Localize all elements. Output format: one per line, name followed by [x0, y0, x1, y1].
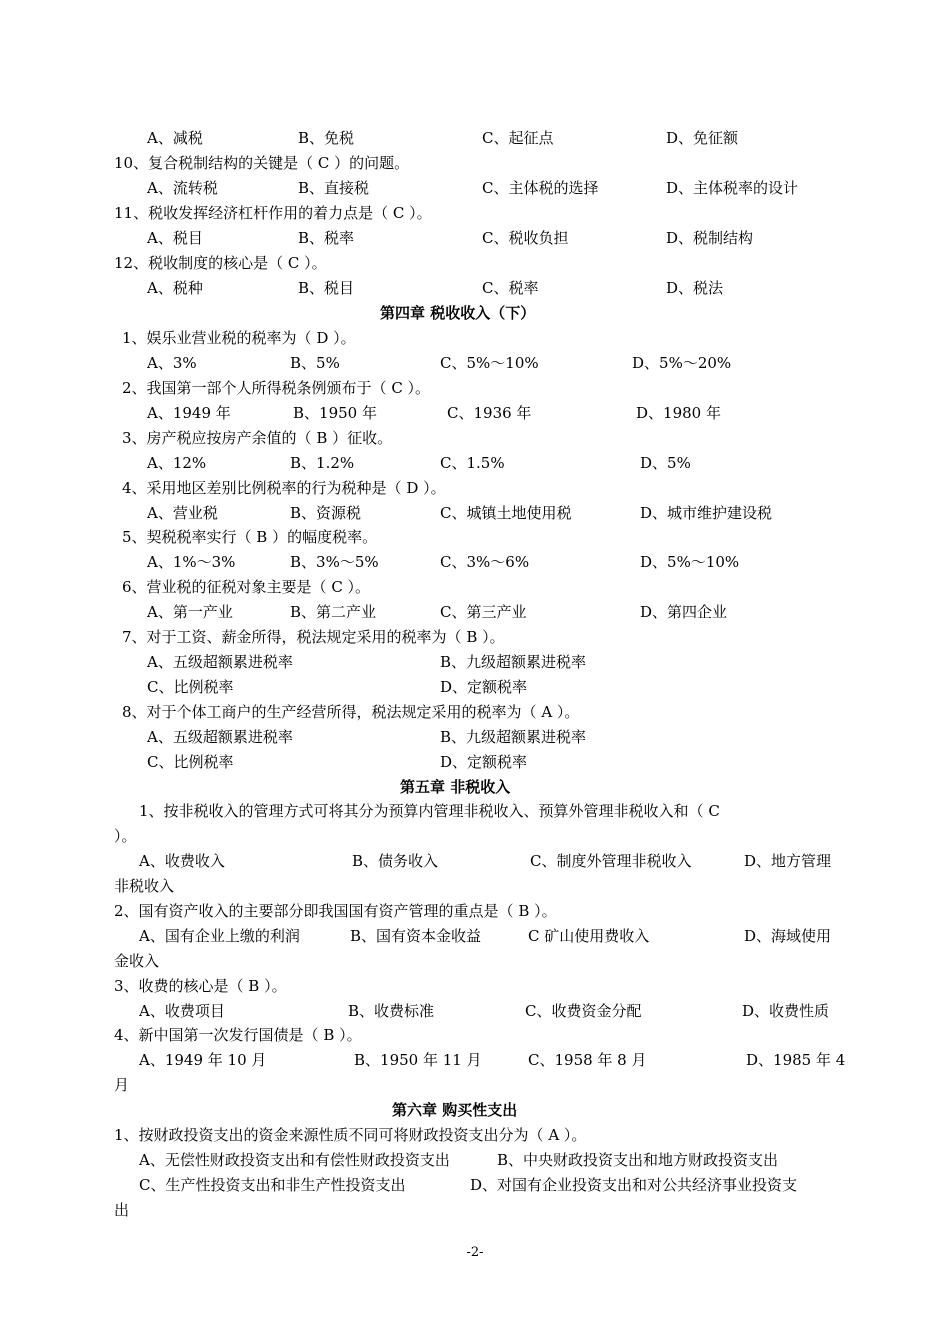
- option-a: A、收费项目: [139, 1002, 225, 1020]
- option-d: D、地方管理: [744, 852, 832, 870]
- option-c: C、生产性投资支出和非生产性投资支出: [139, 1176, 406, 1194]
- option-a: A、3%: [147, 354, 197, 372]
- ch5-question-1-line1: 1、按非税收入的管理方式可将其分为预算内管理非税收入、预算外管理非税收入和（ C: [139, 802, 720, 820]
- option-d: D、1985 年 4: [746, 1051, 846, 1069]
- ch4-question-6: 6、营业税的征税对象主要是（ C ）。: [122, 578, 371, 596]
- option-d: D、第四企业: [640, 603, 728, 621]
- option-c: C、收费资金分配: [525, 1002, 642, 1020]
- option-c: C、起征点: [482, 129, 554, 147]
- ch5-question-2: 2、国有资产收入的主要部分即我国国有资产管理的重点是（ B ）。: [114, 902, 557, 920]
- option-b: B、直接税: [298, 179, 370, 197]
- option-a: A、税目: [147, 229, 203, 247]
- ch4-question-7: 7、对于工资、薪金所得，税法规定采用的税率为（ B ）。: [122, 628, 505, 646]
- option-b: B、免税: [298, 129, 355, 147]
- option-b: B、债务收入: [352, 852, 439, 870]
- option-b: B、3%～5%: [290, 553, 379, 571]
- question-12: 12、税收制度的核心是（ C ）。: [114, 254, 327, 272]
- ch4-question-4: 4、采用地区差别比例税率的行为税种是（ D ）。: [122, 479, 446, 497]
- option-d: D、海域使用: [744, 927, 832, 945]
- option-d: D、城市维护建设税: [640, 504, 773, 522]
- option-c: C、比例税率: [147, 753, 234, 771]
- option-d-continuation: 金收入: [114, 952, 160, 970]
- option-d: D、5%～10%: [640, 553, 740, 571]
- option-b: B、1950 年: [293, 404, 377, 422]
- option-d: D、免征额: [666, 129, 739, 147]
- option-b: B、1950 年 11 月: [354, 1051, 482, 1069]
- option-c: C、制度外管理非税收入: [530, 852, 692, 870]
- option-d: D、定额税率: [440, 678, 528, 696]
- option-a: A、五级超额累进税率: [147, 728, 293, 746]
- ch4-question-1: 1、娱乐业营业税的税率为（ D ）。: [122, 329, 356, 347]
- option-c: C、5%～10%: [440, 354, 539, 372]
- option-d: D、5%: [640, 454, 691, 472]
- option-c: C、税率: [482, 279, 539, 297]
- option-c: C、税收负担: [482, 229, 569, 247]
- option-a: A、1949 年 10 月: [139, 1051, 267, 1069]
- option-c: C、第三产业: [440, 603, 527, 621]
- question-10: 10、复合税制结构的关键是（ C ）的问题。: [114, 154, 410, 172]
- option-d: D、税制结构: [666, 229, 754, 247]
- option-c: C、主体税的选择: [482, 179, 599, 197]
- ch5-question-4: 4、新中国第一次发行国债是（ B ）。: [114, 1026, 362, 1044]
- option-a: A、营业税: [147, 504, 218, 522]
- ch4-question-2: 2、我国第一部个人所得税条例颁布于（ C ）。: [122, 379, 431, 397]
- option-b: B、1.2%: [290, 454, 355, 472]
- option-d-continuation: 月: [114, 1076, 130, 1094]
- option-d: D、主体税率的设计: [666, 179, 799, 197]
- option-c: C、1936 年: [447, 404, 532, 422]
- option-a: A、第一产业: [147, 603, 233, 621]
- option-b: B、税目: [298, 279, 355, 297]
- option-c: C、3%～6%: [440, 553, 530, 571]
- chapter-6-title: 第六章 购买性支出: [392, 1101, 518, 1119]
- option-d: D、收费性质: [742, 1002, 830, 1020]
- option-b: B、国有资本金收益: [350, 927, 482, 945]
- question-11: 11、税收发挥经济杠杆作用的着力点是（ C ）。: [114, 204, 432, 222]
- option-a: A、税种: [147, 279, 203, 297]
- ch6-question-1: 1、按财政投资支出的资金来源性质不同可将财政投资支出分为（ A ）。: [114, 1126, 587, 1144]
- option-c: C 矿山使用费收入: [528, 927, 650, 945]
- ch4-question-8: 8、对于个体工商户的生产经营所得，税法规定采用的税率为（ A ）。: [122, 703, 580, 721]
- option-d: D、对国有企业投资支出和对公共经济事业投资支: [470, 1176, 798, 1194]
- option-c: C、比例税率: [147, 678, 234, 696]
- option-b: B、收费标准: [348, 1002, 435, 1020]
- option-b: B、中央财政投资支出和地方财政投资支出: [497, 1151, 779, 1169]
- option-d-continuation: 出: [114, 1201, 130, 1219]
- option-b: B、税率: [298, 229, 355, 247]
- option-b: B、九级超额累进税率: [440, 653, 587, 671]
- ch5-question-1-line2: ）。: [114, 827, 137, 845]
- chapter-5-title: 第五章 非税收入: [400, 778, 511, 796]
- ch4-question-3: 3、房产税应按房产余值的（ B ）征收。: [122, 429, 393, 447]
- option-a: A、国有企业上缴的利润: [139, 927, 300, 945]
- option-b: B、资源税: [290, 504, 362, 522]
- option-b: B、第二产业: [290, 603, 377, 621]
- option-c: C、城镇土地使用税: [440, 504, 572, 522]
- chapter-4-title: 第四章 税收收入（下）: [380, 304, 536, 322]
- option-d: D、1980 年: [636, 404, 721, 422]
- option-a: A、流转税: [147, 179, 218, 197]
- option-a: A、12%: [147, 454, 207, 472]
- option-a: A、五级超额累进税率: [147, 653, 293, 671]
- page-number: -2-: [466, 1245, 484, 1260]
- ch4-question-5: 5、契税税率实行（ B ）的幅度税率。: [122, 528, 378, 546]
- option-a: A、收费收入: [139, 852, 225, 870]
- option-d: D、税法: [666, 279, 724, 297]
- ch5-question-3: 3、收费的核心是（ B ）。: [114, 977, 287, 995]
- option-d-continuation: 非税收入: [114, 877, 175, 895]
- option-c: C、1.5%: [440, 454, 505, 472]
- option-a: A、无偿性财政投资支出和有偿性财政投资支出: [139, 1151, 450, 1169]
- option-b: B、九级超额累进税率: [440, 728, 587, 746]
- option-a: A、1%～3%: [147, 553, 236, 571]
- option-a: A、减税: [147, 129, 203, 147]
- option-c: C、1958 年 8 月: [528, 1051, 647, 1069]
- option-d: D、定额税率: [440, 753, 528, 771]
- option-d: D、5%～20%: [632, 354, 732, 372]
- option-a: A、1949 年: [147, 404, 231, 422]
- option-b: B、5%: [290, 354, 340, 372]
